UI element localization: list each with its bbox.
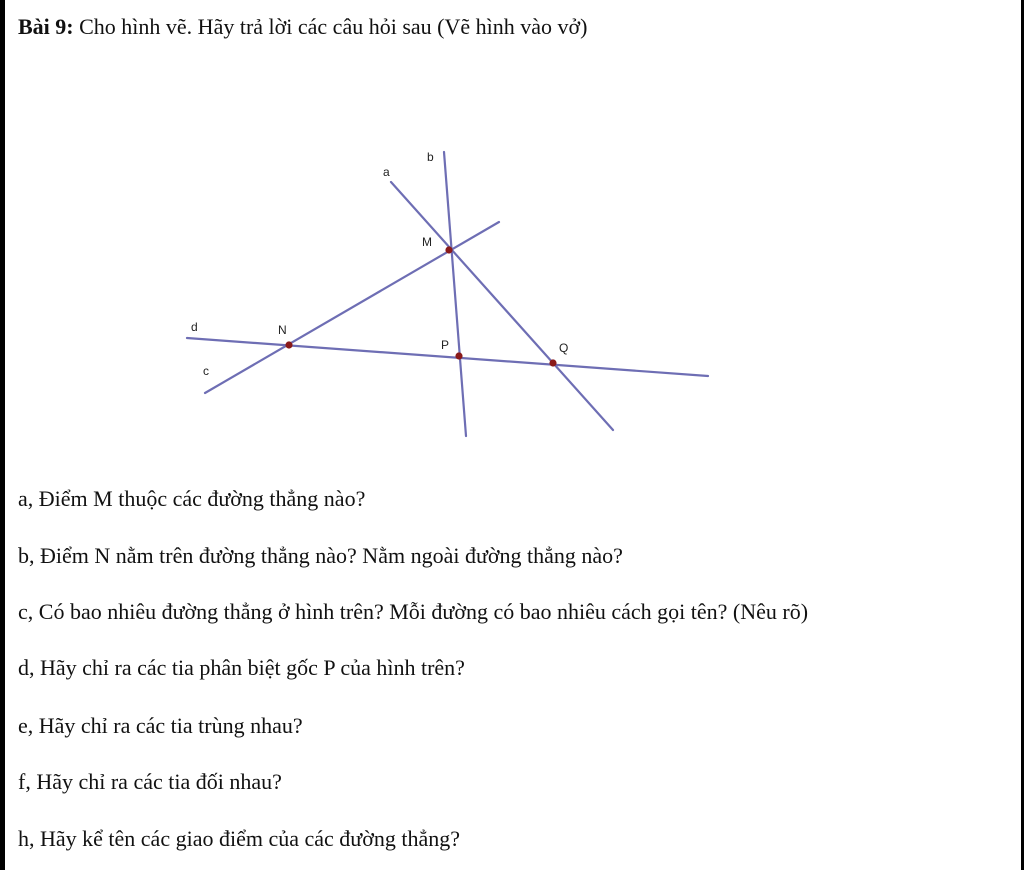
line-b — [444, 152, 466, 436]
question-a: a, Điểm M thuộc các đường thẳng nào? — [18, 486, 366, 511]
exercise-instruction: Cho hình vẽ. Hãy trả lời các câu hỏi sau (Vẽ hình vào vở) — [79, 14, 588, 39]
point-q — [549, 359, 556, 366]
label-point-q: Q — [559, 341, 569, 355]
question-b: b, Điểm N nằm trên đường thẳng nào? Nằm ngoài đường thẳng nào? — [18, 543, 623, 568]
question-d: d, Hãy chỉ ra các tia phân biệt gốc P của hình trên? — [18, 655, 465, 680]
point-p — [455, 352, 462, 359]
question-f: f, Hãy chỉ ra các tia đối nhau? — [18, 769, 282, 794]
label-line-c: c — [203, 364, 209, 378]
point-n — [285, 341, 292, 348]
label-point-p: P — [441, 338, 450, 352]
label-line-b: b — [427, 150, 434, 164]
line-c — [205, 222, 499, 393]
question-h: h, Hãy kể tên các giao điểm của các đường thẳng? — [18, 826, 460, 851]
label-point-m: M — [422, 235, 432, 249]
worksheet-page — [5, 0, 1021, 870]
label-line-a: a — [383, 165, 390, 179]
question-c: c, Có bao nhiêu đường thẳng ở hình trên? Mỗi đường có bao nhiêu cách gọi tên? (Nêu rõ) — [18, 599, 809, 624]
question-e: e, Hãy chỉ ra các tia trùng nhau? — [18, 713, 303, 738]
exercise-label: Bài 9: — [18, 14, 74, 39]
label-point-n: N — [278, 323, 287, 337]
line-a — [391, 182, 613, 430]
point-m — [445, 246, 452, 253]
label-line-d: d — [191, 320, 198, 334]
geometry-figure — [5, 0, 1021, 470]
